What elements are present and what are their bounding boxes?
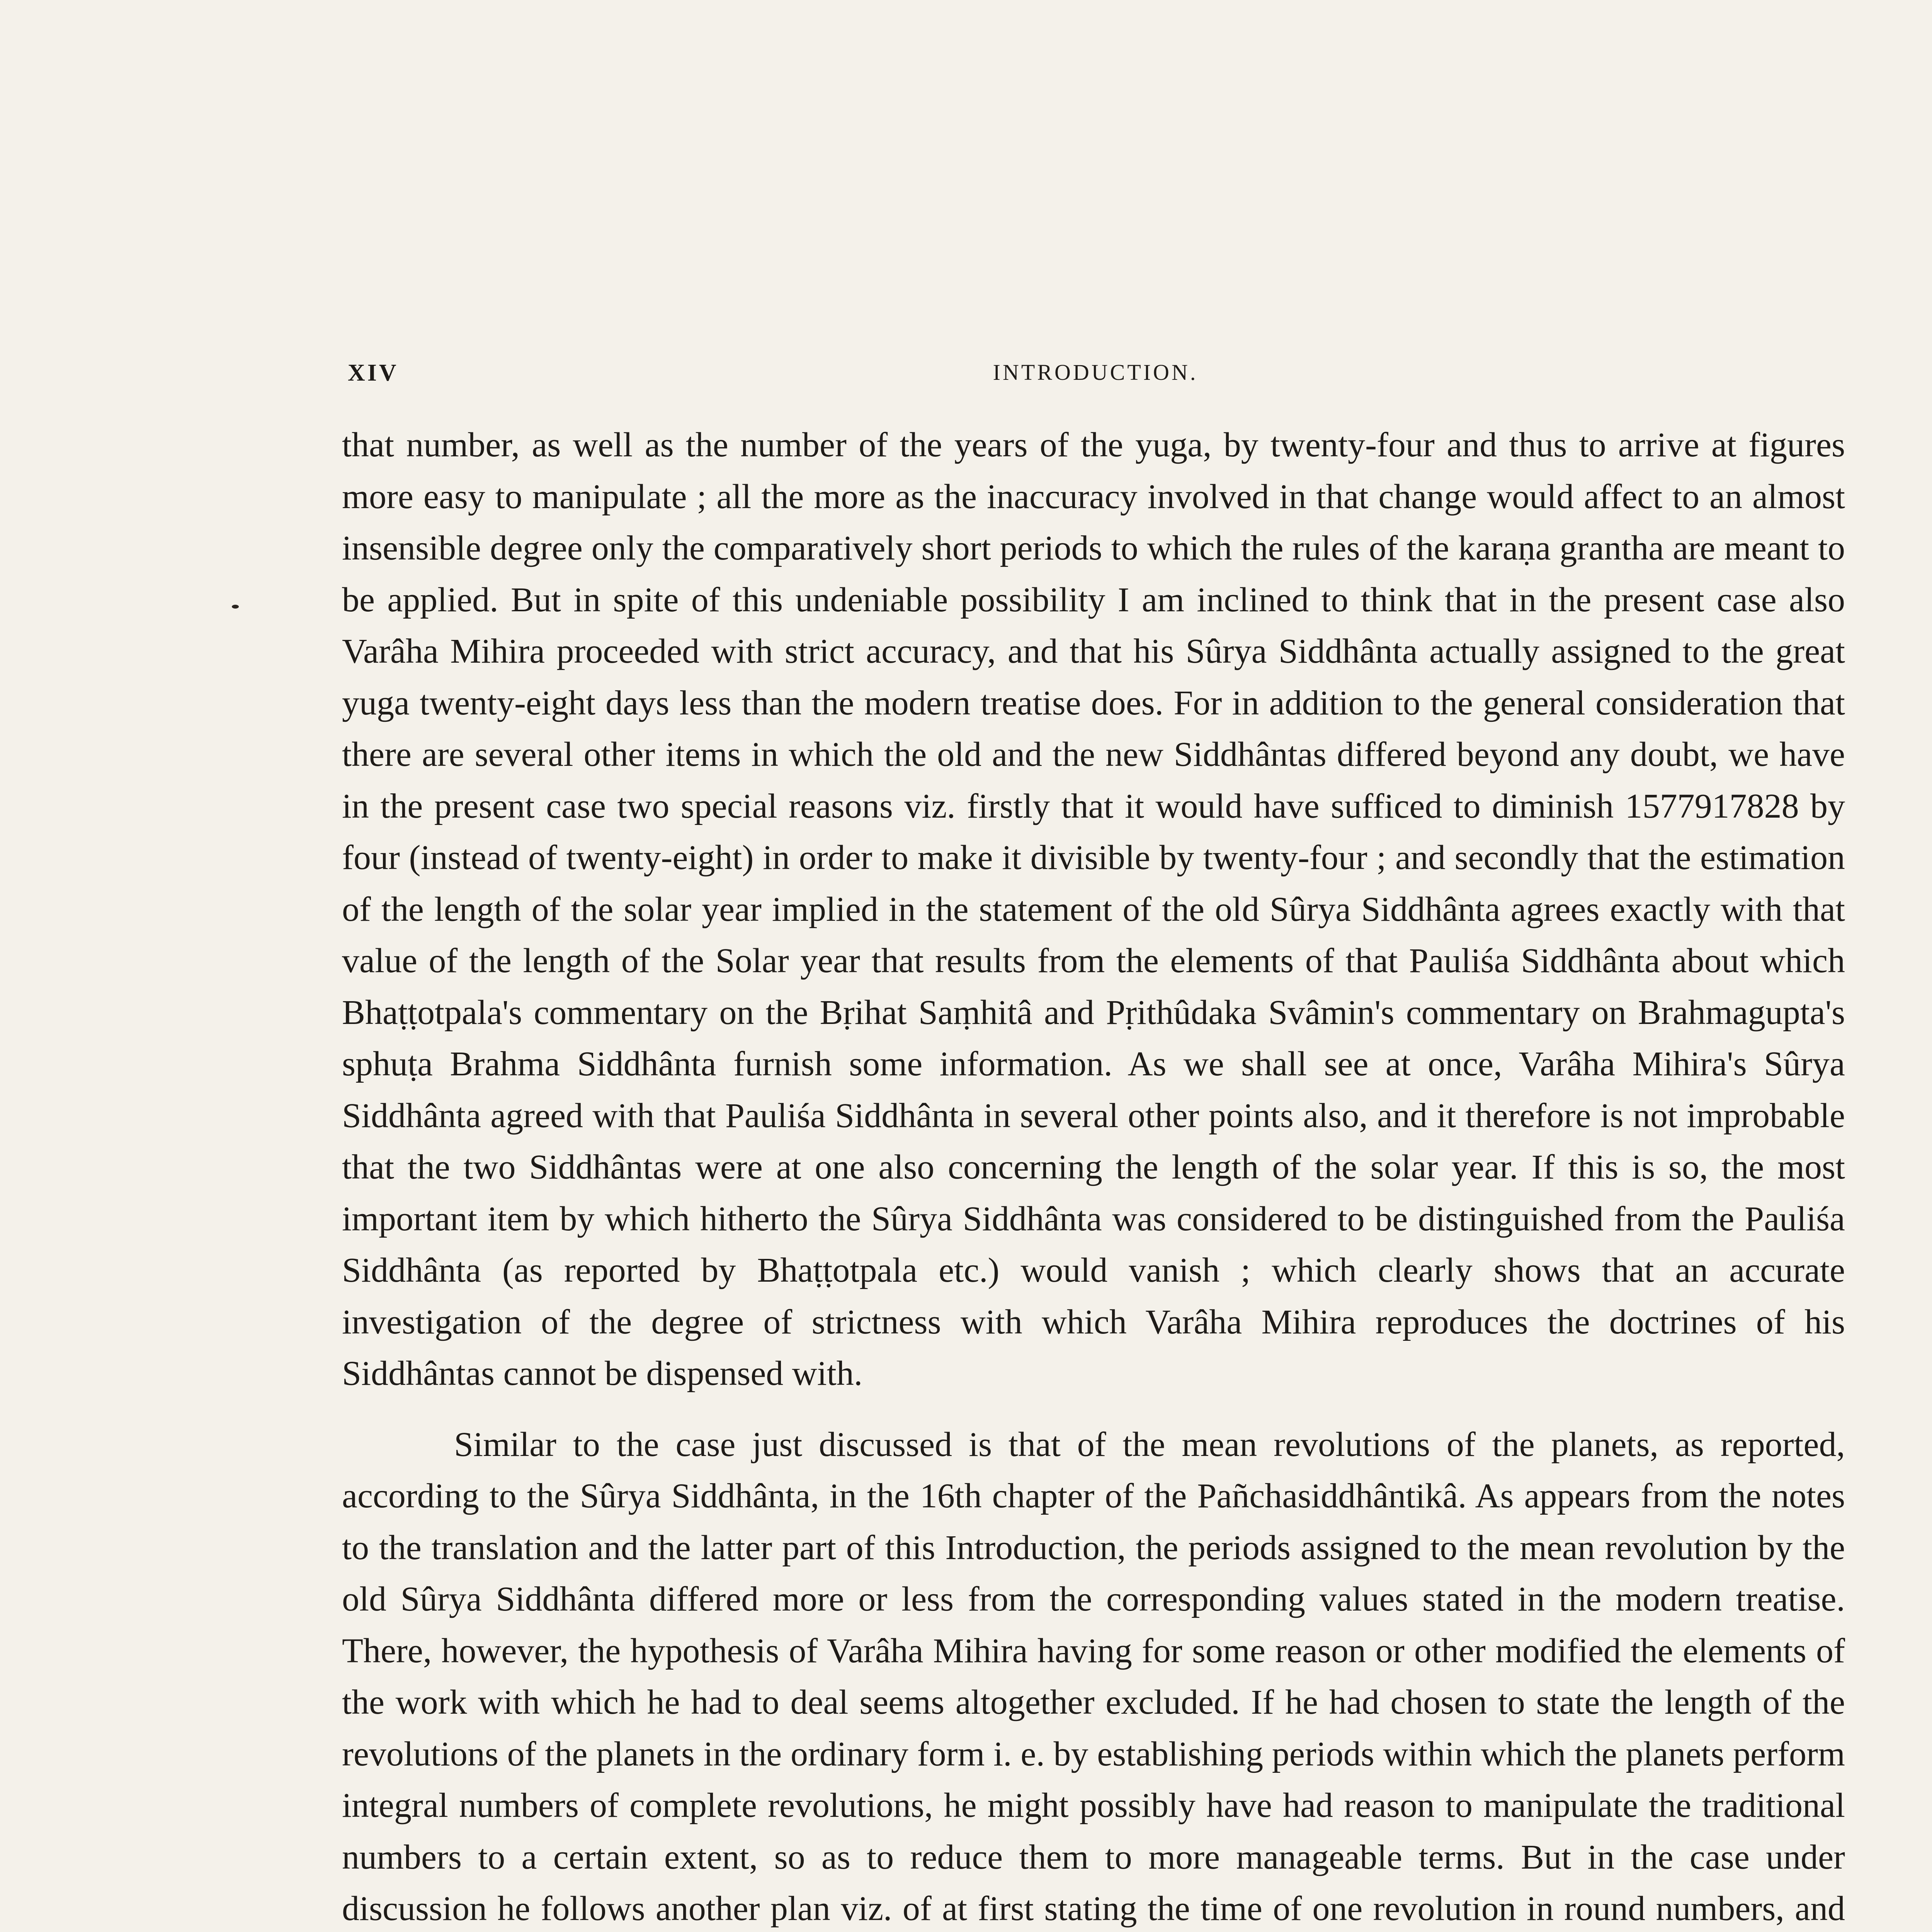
page-header [348,359,1843,394]
body-text [342,419,1845,1932]
running-head: INTRODUCTION. [993,360,1198,385]
paragraph: Similar to the case just discussed is that of the mean revolutions of the planets, as reported, according to the Sûrya Siddhânta, in the 16th chapter of the Pañchasiddhântikâ. As appears from the notes to the translation and the latter part of this Introduction, the periods assigned to the mean revolution by the old Sûrya Siddhânta differed more or less from the corresponding values stated in the modern treatise. There, however, the hypothesis of Varâha Mihira having for some reason or other modified the elements of the work with which he had to deal seems altogether excluded. If he had chosen to state the length of the revolutions of the planets in the ordinary form i. e. by establishing periods within which the planets perform integral numbers of complete revolutions, he might possibly have had reason to manipulate the traditional numbers to a certain extent, so as to reduce them to more manageable terms. But in the case under discussion he follows another plan viz. of at first stating the time of one revolution in round numbers, and [342,1425,1845,1928]
page-number: XIV [348,360,399,386]
paragraph-continued: that number, as well as the number of the years of the yuga, by twenty-four and thus to arrive at figures more easy to manipulate ; all the more as the inaccuracy involved in that change would affect to an almost insensible degree only the comparatively short periods to which the rules of the karaṇa grantha are meant to be applied. But in spite of this undeniable possibility I am inclined to think that in the present case also Varâha Mihira proceeded with strict accuracy, and that his Sûrya Siddhânta actually assigned to the great yuga twenty-eight days less than the modern treatise does. For in addition to the general consideration that there are several other items in which the old and the new Siddhântas differed beyond any doubt, we have in the present case two special reasons viz. firstly that it would have sufficed to diminish 1577917828 by four (instead of twenty-eight) in order to make it divisible by twenty-four ; and secondly that the estimation of the length of the solar year implied in the statement of the old Sûrya Siddhânta agrees exactly with that value of the length of the Solar year that results from the elements of that Pauliśa Siddhânta about which Bhaṭṭotpala's commentary on the Bṛihat Saṃhitâ and Pṛithûdaka Svâmin's commentary on Brahmagupta's sphuṭa Brahma Siddhânta furnish some information. As we shall see at once, Varâha Mihira's Sûrya Siddhânta agreed with that Pauliśa Siddhânta in several other points also, and it therefore is not improbable that the two Siddhântas were at one also concerning the length of the solar year. If this is so, the most important item by which hitherto the Sûrya Siddhânta was considered to be distinguished from the Pauliśa Siddhânta (as reported by Bhaṭṭotpala etc.) would vanish ; which clearly shows that an accurate investigation of the degree of strictness with which Varâha Mihira reproduces the doctrines of his Siddhântas cannot be dispensed with. [342,426,1845,1393]
margin-mark [232,605,239,609]
